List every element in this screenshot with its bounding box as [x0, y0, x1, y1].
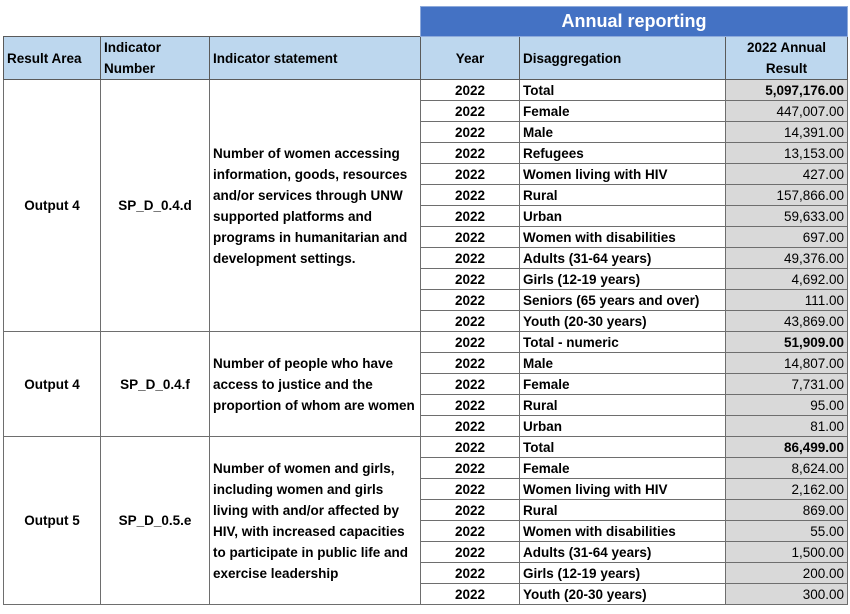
header-year: Year — [421, 37, 520, 80]
year-cell: 2022 — [421, 521, 520, 542]
result-cell: 49,376.00 — [726, 248, 848, 269]
result-cell: 2,162.00 — [726, 479, 848, 500]
disaggregation-cell: Women living with HIV — [520, 164, 726, 185]
disaggregation-cell: Rural — [520, 185, 726, 206]
disaggregation-cell: Women living with HIV — [520, 479, 726, 500]
result-cell: 300.00 — [726, 584, 848, 605]
disaggregation-cell: Refugees — [520, 143, 726, 164]
year-cell: 2022 — [421, 584, 520, 605]
year-cell: 2022 — [421, 143, 520, 164]
total-result-cell: 51,909.00 — [726, 332, 848, 353]
disaggregation-cell: Youth (20-30 years) — [520, 311, 726, 332]
year-cell: 2022 — [421, 542, 520, 563]
year-cell: 2022 — [421, 80, 520, 101]
result-cell: 8,624.00 — [726, 458, 848, 479]
result-cell: 95.00 — [726, 395, 848, 416]
table-row — [4, 80, 848, 101]
result-cell: 13,153.00 — [726, 143, 848, 164]
disaggregation-cell: Total - numeric — [520, 332, 726, 353]
result-cell: 157,866.00 — [726, 185, 848, 206]
year-cell: 2022 — [421, 311, 520, 332]
result-cell: 59,633.00 — [726, 206, 848, 227]
year-cell: 2022 — [421, 164, 520, 185]
disaggregation-cell: Youth (20-30 years) — [520, 584, 726, 605]
header-disaggregation: Disaggregation — [520, 37, 726, 80]
indicator-statement-cell: Number of women and girls, including women and girls living with and/or affected by HIV, with increased capacities to participate in public life and exercise leadership — [210, 437, 421, 605]
indicator-statement-cell: Number of people who have access to justice and the proportion of whom are women — [210, 332, 421, 437]
disaggregation-cell: Seniors (65 years and over) — [520, 290, 726, 311]
year-cell: 2022 — [421, 290, 520, 311]
year-cell: 2022 — [421, 563, 520, 584]
total-result-cell: 86,499.00 — [726, 437, 848, 458]
year-cell: 2022 — [421, 248, 520, 269]
disaggregation-cell: Girls (12-19 years) — [520, 563, 726, 584]
header-row — [4, 37, 848, 80]
table-row — [4, 437, 848, 458]
year-cell: 2022 — [421, 269, 520, 290]
year-cell: 2022 — [421, 227, 520, 248]
disaggregation-cell: Urban — [520, 416, 726, 437]
year-cell: 2022 — [421, 122, 520, 143]
year-cell: 2022 — [421, 206, 520, 227]
result-cell: 697.00 — [726, 227, 848, 248]
result-cell: 14,807.00 — [726, 353, 848, 374]
disaggregation-cell: Female — [520, 374, 726, 395]
year-cell: 2022 — [421, 332, 520, 353]
year-cell: 2022 — [421, 185, 520, 206]
disaggregation-cell: Urban — [520, 206, 726, 227]
result-cell: 1,500.00 — [726, 542, 848, 563]
result-cell: 447,007.00 — [726, 101, 848, 122]
results-table — [3, 6, 848, 605]
result-cell: 43,869.00 — [726, 311, 848, 332]
result-cell: 200.00 — [726, 563, 848, 584]
year-cell: 2022 — [421, 353, 520, 374]
year-cell: 2022 — [421, 416, 520, 437]
indicator-number-cell: SP_D_0.5.e — [101, 437, 210, 605]
result-cell: 55.00 — [726, 521, 848, 542]
year-cell: 2022 — [421, 101, 520, 122]
disaggregation-cell: Male — [520, 122, 726, 143]
disaggregation-cell: Adults (31-64 years) — [520, 248, 726, 269]
result-cell: 427.00 — [726, 164, 848, 185]
disaggregation-cell: Male — [520, 353, 726, 374]
table-body — [4, 80, 848, 605]
disaggregation-cell: Female — [520, 101, 726, 122]
year-cell: 2022 — [421, 500, 520, 521]
disaggregation-cell: Girls (12-19 years) — [520, 269, 726, 290]
result-area-cell: Output 4 — [4, 332, 101, 437]
result-cell: 869.00 — [726, 500, 848, 521]
indicator-statement-cell: Number of women accessing information, goods, resources and/or services through UNW supported platforms and programs in humanitarian and development settings. — [210, 80, 421, 332]
disaggregation-cell: Total — [520, 437, 726, 458]
table-row — [4, 332, 848, 353]
disaggregation-cell: Rural — [520, 395, 726, 416]
year-cell: 2022 — [421, 479, 520, 500]
result-cell: 111.00 — [726, 290, 848, 311]
result-area-cell: Output 4 — [4, 80, 101, 332]
result-area-cell: Output 5 — [4, 437, 101, 605]
header-annual-result: 2022 Annual Result — [726, 37, 848, 80]
total-result-cell: 5,097,176.00 — [726, 80, 848, 101]
annual-reporting-sheet — [3, 6, 847, 605]
indicator-number-cell: SP_D_0.4.d — [101, 80, 210, 332]
year-cell: 2022 — [421, 395, 520, 416]
result-cell: 81.00 — [726, 416, 848, 437]
disaggregation-cell: Total — [520, 80, 726, 101]
header-result-area: Result Area — [4, 37, 101, 80]
year-cell: 2022 — [421, 374, 520, 395]
year-cell: 2022 — [421, 458, 520, 479]
header-indicator-statement: Indicator statement — [210, 37, 421, 80]
result-cell: 7,731.00 — [726, 374, 848, 395]
result-cell: 4,692.00 — [726, 269, 848, 290]
header-indicator-number: Indicator Number — [101, 37, 210, 80]
annual-reporting-banner: Annual reporting — [421, 7, 848, 37]
disaggregation-cell: Women with disabilities — [520, 521, 726, 542]
disaggregation-cell: Adults (31-64 years) — [520, 542, 726, 563]
year-cell: 2022 — [421, 437, 520, 458]
disaggregation-cell: Rural — [520, 500, 726, 521]
result-cell: 14,391.00 — [726, 122, 848, 143]
disaggregation-cell: Female — [520, 458, 726, 479]
disaggregation-cell: Women with disabilities — [520, 227, 726, 248]
indicator-number-cell: SP_D_0.4.f — [101, 332, 210, 437]
